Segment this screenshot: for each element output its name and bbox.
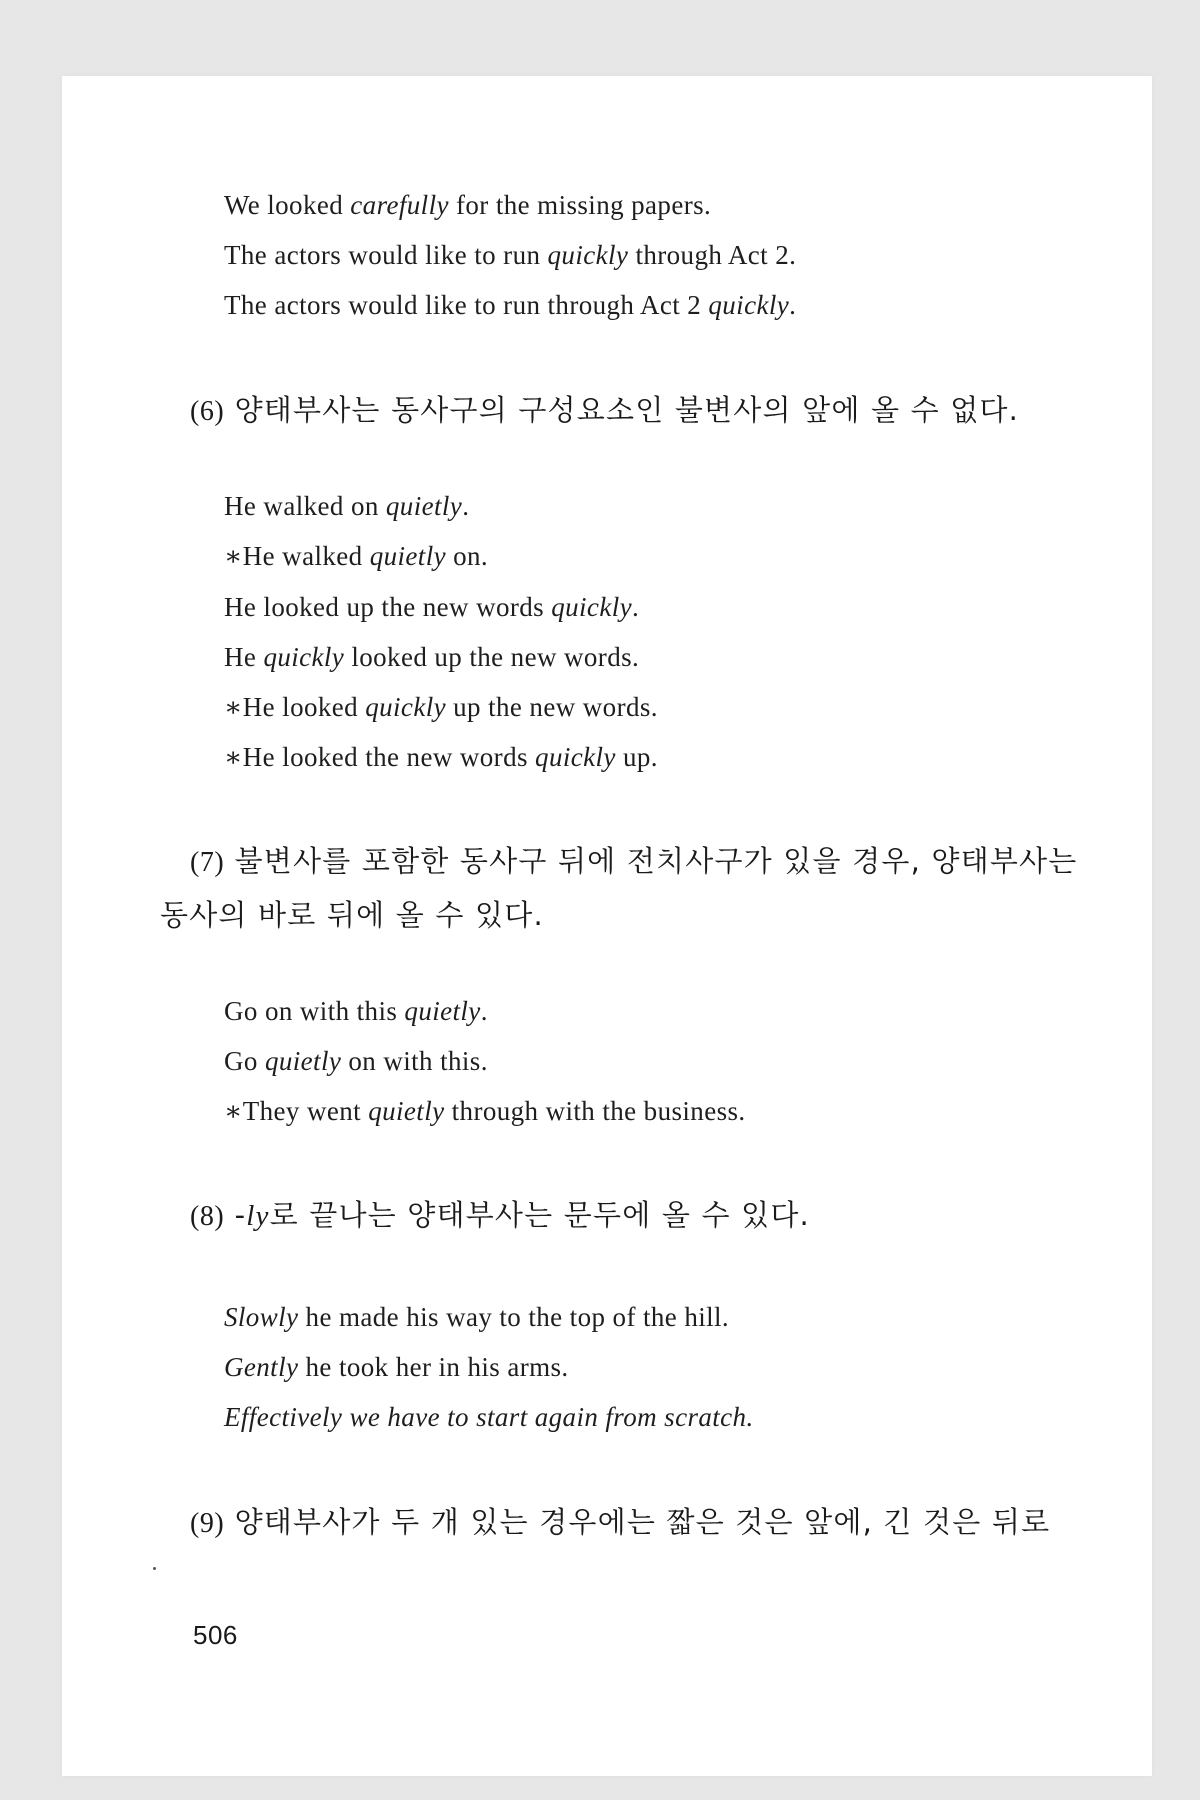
page-number: 506 [193, 1620, 238, 1650]
rule-8-heading: (8) -ly로 끝나는 양태부사는 문두에 올 수 있다. [190, 1198, 810, 1232]
example-line: The actors would like to run quickly through Act 2. [224, 240, 797, 270]
example-line: ∗He walked quietly on. [224, 541, 489, 571]
example-line: We looked carefully for the missing papers. [224, 190, 712, 220]
rule-9-heading: (9) 양태부사가 두 개 있는 경우에는 짧은 것은 앞에, 긴 것은 뒤로 [190, 1505, 1051, 1539]
stray-mark [153, 1567, 156, 1570]
example-line: Go on with this quietly. [224, 996, 488, 1026]
example-line: ∗They went quietly through with the business. [224, 1096, 746, 1126]
example-line: ∗He looked the new words quickly up. [224, 742, 658, 772]
example-line: He looked up the new words quickly. [224, 592, 640, 622]
example-line: He walked on quietly. [224, 491, 470, 521]
rule-7-heading: (7) 불변사를 포함한 동사구 뒤에 전치사구가 있을 경우, 양태부사는 [190, 844, 1078, 878]
example-line: Slowly he made his way to the top of the hill. [224, 1302, 730, 1332]
example-line: Go quietly on with this. [224, 1046, 488, 1076]
rule-7-heading-continued: 동사의 바로 뒤에 올 수 있다. [160, 898, 544, 932]
rule-6-heading: (6) 양태부사는 동사구의 구성요소인 불변사의 앞에 올 수 없다. [190, 393, 1020, 427]
example-line: The actors would like to run through Act 2 quickly. [224, 290, 797, 320]
example-line-italic: Effectively we have to start again from scratch. [224, 1402, 754, 1432]
example-line: Gently he took her in his arms. [224, 1352, 569, 1382]
example-line: He quickly looked up the new words. [224, 642, 640, 672]
example-line: ∗He looked quickly up the new words. [224, 692, 658, 722]
